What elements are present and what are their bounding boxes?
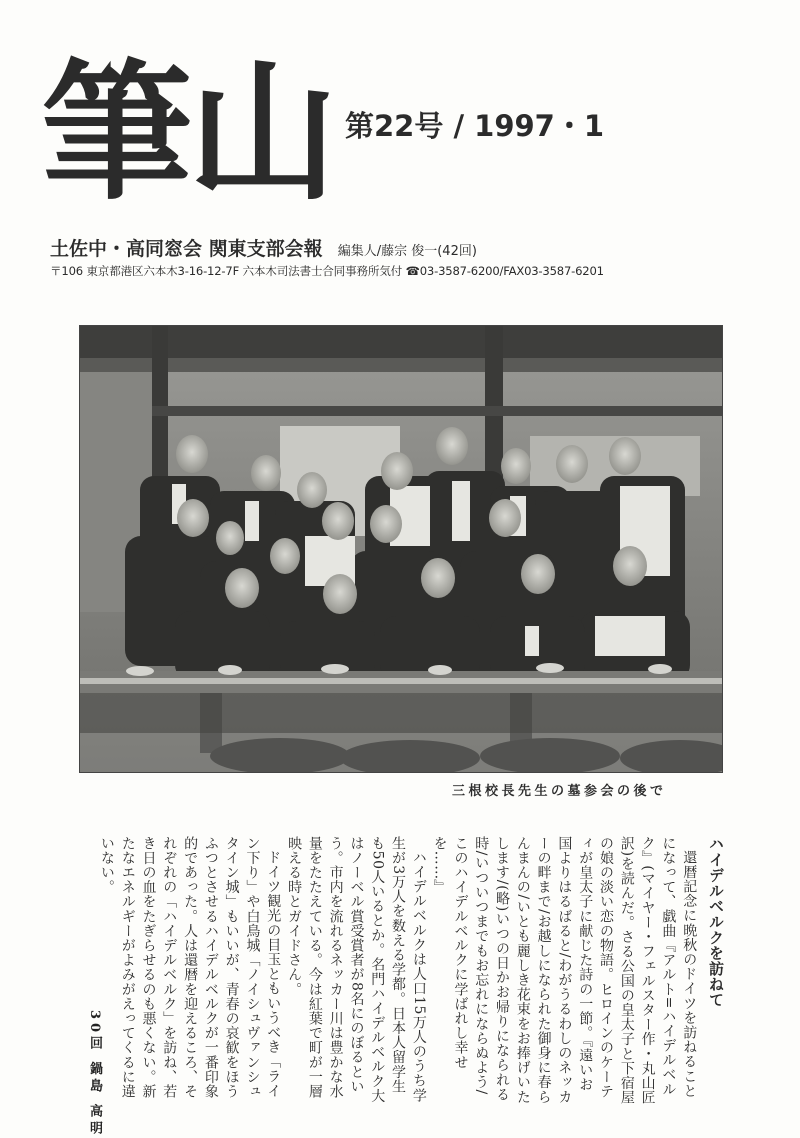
organization-name: 土佐中・高同窓会 関東支部会報: [50, 238, 323, 260]
organization-line: [50, 234, 477, 261]
photo-caption: 三根校長先生の墓参会の後で: [452, 784, 667, 799]
editor-credit: 編集人/藤宗 俊一(42回): [337, 244, 477, 259]
article-paragraph: ハイデルベルクは人口15万人のうち学生が3万人を数える学都。日本人留学生も50人いるとか。名門ハイデルベルク大はノーベル賞受賞者が8名にのぼるという。市内を流れるネッカー川は豊かな水量をたたえている。今は紅葉で町が一層映える時とガイドさん。: [286, 836, 427, 1104]
article-paragraph: ドイツ観光の目玉ともいうべき「ライン下り」や白鳥城「ノイシュヴァンシュタイン城」もいいが、青春の哀歓をほうふつとさせるハイデルベルクが一番印象的であった。人は還暦を迎えるころ、それぞれの「ハイデルベルク」を訪ね、若き日の血をたぎらせるのも悪くない。新たなエネルギーがよみがえってくるに違いない。: [98, 836, 282, 1099]
article-body: [86, 836, 726, 1106]
issue-number: 第22号 / 1997・1: [345, 109, 605, 143]
contact-address: 〒106 東京都港区六本木3-16-12-7F 六本木司法書士合同事務所気付 ☎03-3587-6200/FAX03-3587-6201: [50, 264, 604, 278]
masthead-title: 筆山: [42, 45, 335, 221]
article-title: ハイデルベルクを訪ねて: [707, 836, 725, 1008]
article-author: 30回 鍋島 高明: [87, 1010, 102, 1138]
group-photo: [79, 325, 723, 773]
article-paragraph: 還暦記念に晩秋のドイツを訪ねることになって、戯曲『アルト=ハイデルベルク』(マイヤー・フェルスター作・丸山匠訳)を読んだ。さる公国の皇太子と下宿屋の娘の淡い恋の物語。ヒロインのケーティが皇太子に献じた詩の一節。『遠いお国よりはるばると/わがうるわしのネッカーの畔まで/お越しになられた御身に春らんまんの/いとも麗しき花束をお捧げいたします/(略)いつの日かお帰りになられる時/いついつまでもお忘れにならぬよう/このハイデルベルクに学ばれし幸せを……』: [431, 836, 698, 1105]
